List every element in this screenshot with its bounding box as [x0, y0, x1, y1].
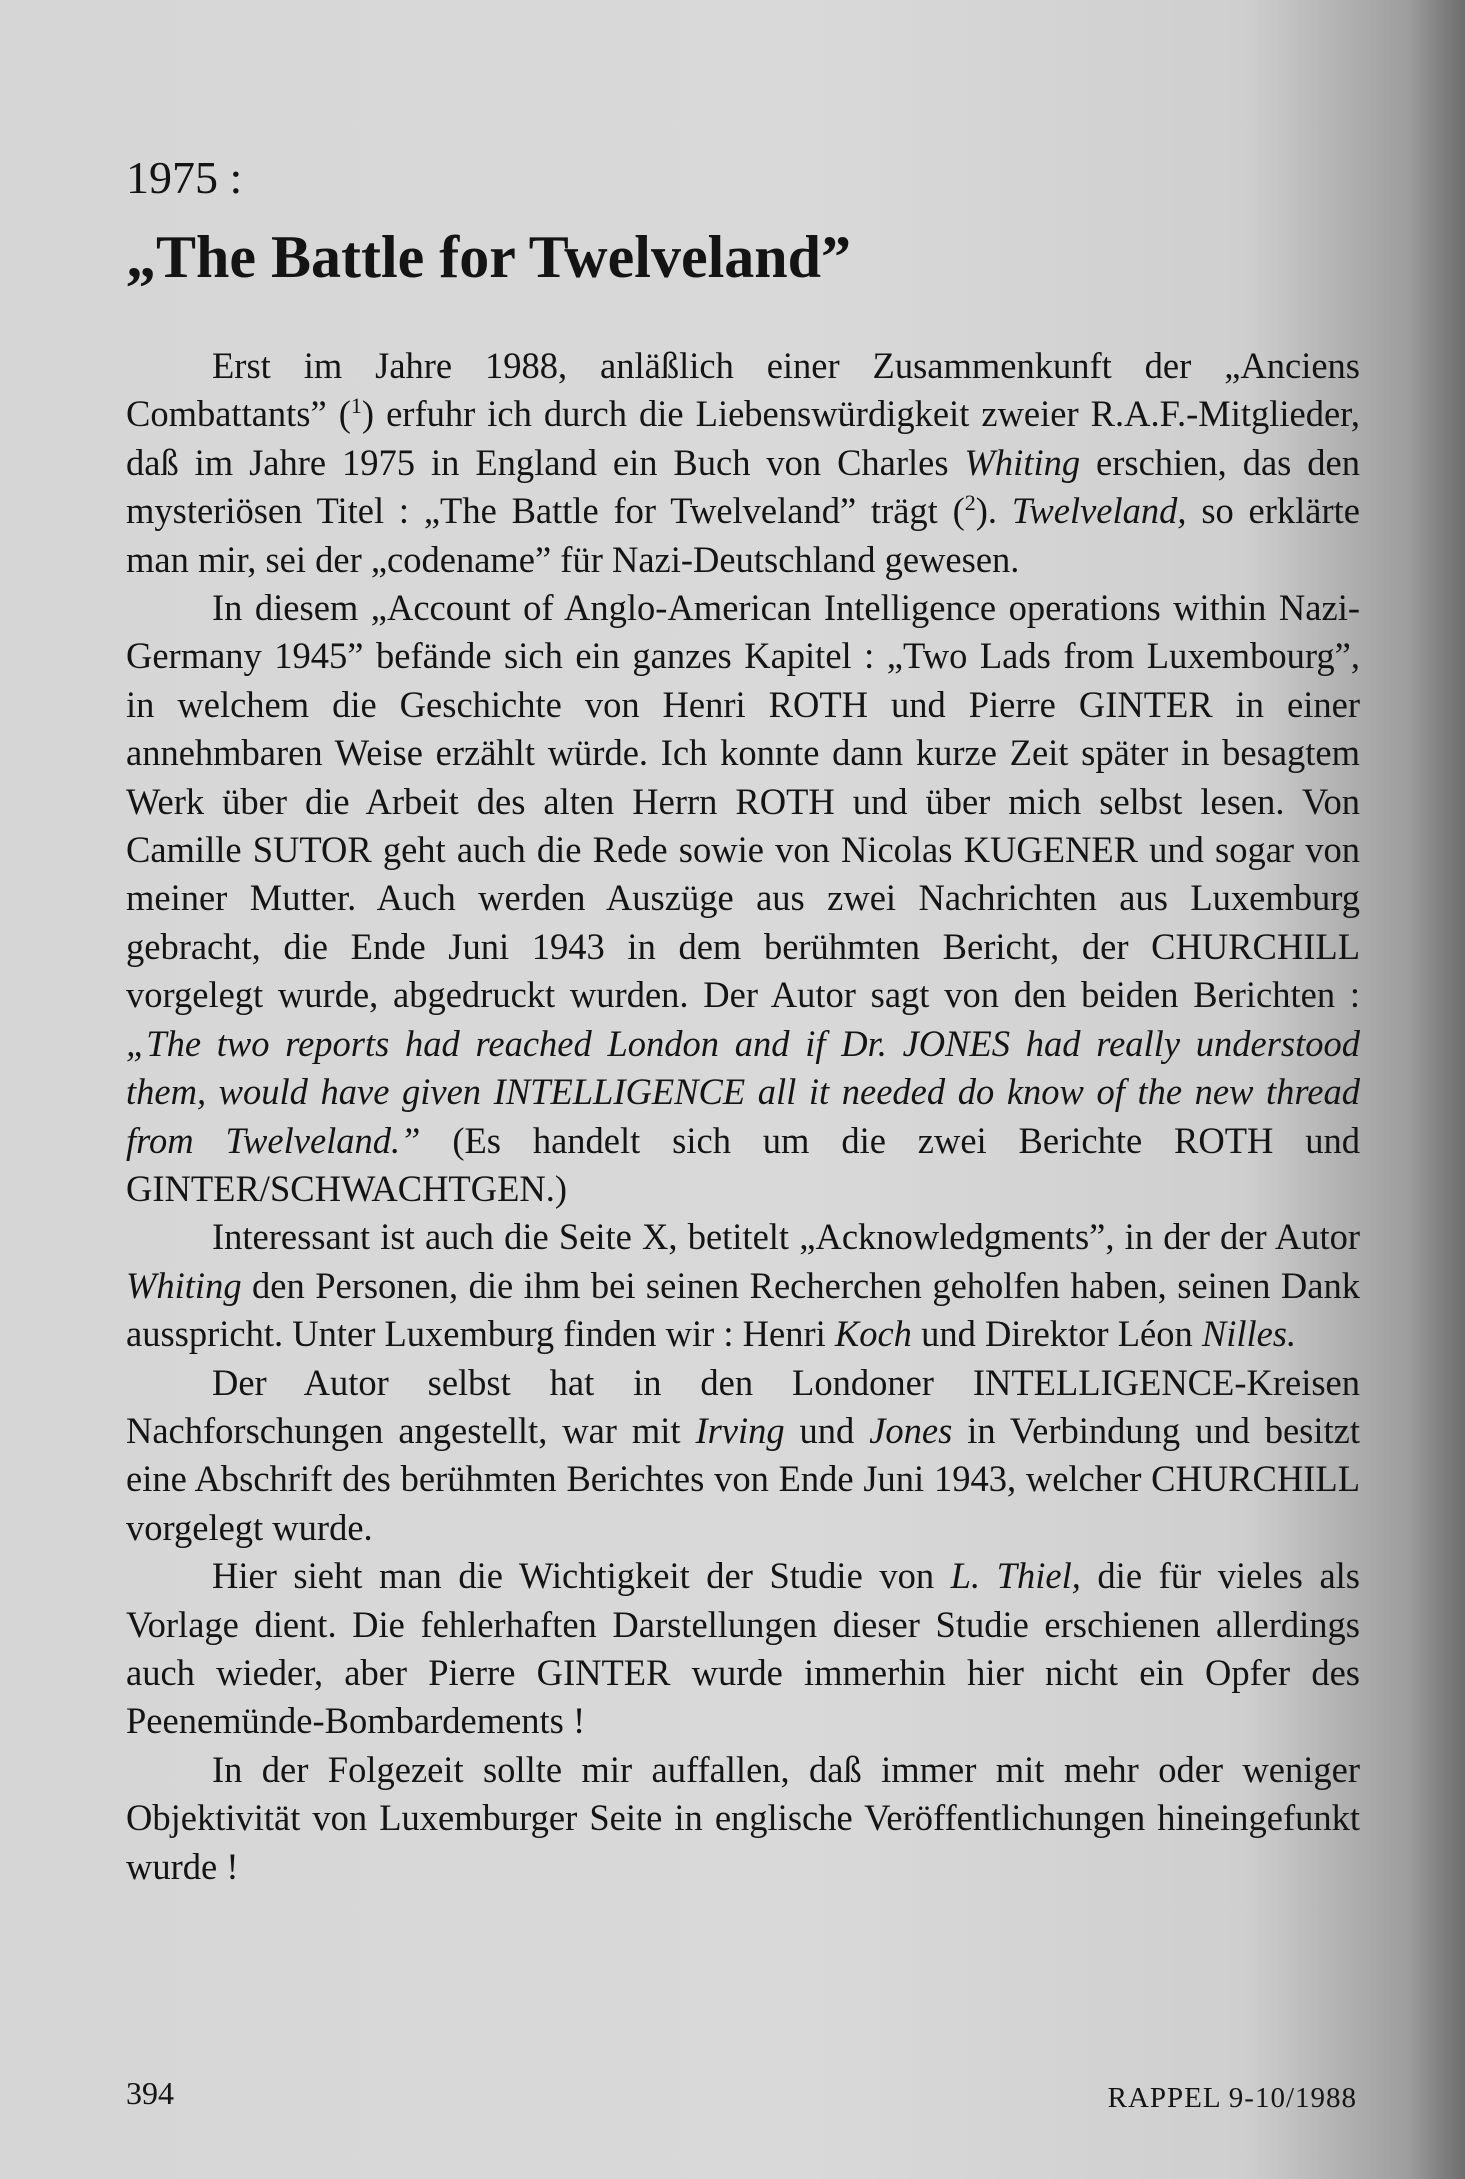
paragraph	[126, 342, 1360, 584]
text-run: In diesem „Account of Anglo-American Intelligence operations within Nazi-Germany 1945” befände sich ein ganzes Kapitel : „Two Lads from Luxembourg”, in welchem die Geschichte von Henri ROTH und Pierre GINTER in einer annehmbaren Weise erzählt würde. Ich konnte dann kurze Zeit später in besagtem Werk über die Arbeit des alten Herrn ROTH und über mich selbst lesen. Von Camille SUTOR geht auch die Rede sowie von Nicolas KUGENER und sogar von meiner Mutter. Auch werden Auszüge aus zwei Nachrichten aus Luxemburg gebracht, die Ende Juni 1943 in dem berühmten Bericht, der CHURCHILL vorgelegt wurde, abgedruckt wurden. Der Autor sagt von den beiden Berichten :	[126, 587, 1360, 1016]
paragraph	[126, 1746, 1360, 1891]
text-run: die für vieles als Vorlage dient. Die fehlerhaften Darstellungen dieser Studie erschienen allerdings auch wieder, aber Pierre GINTER wurde immerhin hier nicht ein Opfer des Peenemünde-Bombardements !	[126, 1555, 1360, 1742]
italic-text: Jones	[869, 1409, 953, 1451]
article-body	[126, 150, 1360, 1891]
text-run: in Verbindung und besitzt eine Abschrift des berühmten Berichtes von Ende Juni 1943, welcher CHURCHILL vorgelegt wurde.	[126, 1409, 1361, 1548]
text-run: ) erfuhr ich durch die Liebenswürdigkeit zweier R.A.F.-Mitglieder, daß im Jahre 1975 in England ein Buch von Charles	[126, 393, 1361, 483]
text-run: und	[784, 1409, 870, 1451]
italic-text: Twelveland,	[1011, 490, 1187, 532]
italic-text: „The two reports had reached London and if Dr. JONES had really understood them, would have given INTELLIGENCE all it needed do know of the new thread from Twelveland.”	[126, 1022, 1360, 1161]
text-run: (Es handelt sich um die zwei Berichte ROTH und GINTER/SCHWACHTGEN.)	[126, 1119, 1361, 1209]
text-run: Hier sieht man die Wichtigkeit der Studie von	[212, 1555, 951, 1597]
italic-text: Nilles.	[1201, 1313, 1297, 1355]
italic-text: L. Thiel,	[950, 1555, 1081, 1597]
text-run: den Personen, die ihm bei seinen Recherchen geholfen haben, seinen Dank ausspricht. Unter Luxemburg finden wir : Henri	[126, 1264, 1360, 1355]
text-run: Interessant ist auch die Seite X, betitelt „Acknowledgments”, in der der Autor	[212, 1216, 1360, 1258]
text-run: Erst im Jahre 1988, anläßlich einer Zusammenkunft der „Anciens Combattants” (	[126, 345, 1360, 435]
section-year: 1975 :	[126, 152, 243, 203]
paragraph	[126, 1552, 1360, 1746]
text-run: Der Autor selbst hat in den Londoner INTELLIGENCE-Kreisen Nachforschungen angestellt, war mit	[126, 1361, 1360, 1451]
article-title: „The Battle for Twelveland”	[126, 224, 851, 290]
italic-text: Koch	[834, 1313, 912, 1355]
text-run: In der Folgezeit sollte mir auffallen, daß immer mit mehr oder weniger Objektivität von Luxemburger Seite in englische Veröffentlichungen hineingefunkt wurde !	[126, 1748, 1360, 1887]
paragraph	[126, 584, 1360, 1213]
journal-reference: RAPPEL 9-10/1988	[1107, 2082, 1357, 2114]
page-number: 394	[126, 2075, 174, 2111]
italic-text: Whiting	[126, 1264, 242, 1306]
italic-text: Whiting	[964, 441, 1081, 483]
footnote-ref: 1	[350, 393, 362, 419]
paragraph	[126, 1359, 1360, 1553]
paragraph	[126, 1213, 1360, 1358]
text-run: und Direktor Léon	[911, 1313, 1202, 1355]
text-run: ).	[975, 490, 1012, 532]
italic-text: Irving	[695, 1409, 785, 1451]
footnote-ref: 2	[964, 490, 976, 516]
text-run: so erklärte man mir, sei der „codename” für Nazi-Deutschland gewesen.	[126, 490, 1360, 580]
text-run: erschien, das den mysteriösen Titel : „The Battle for Twelveland” trägt (	[126, 441, 1360, 532]
